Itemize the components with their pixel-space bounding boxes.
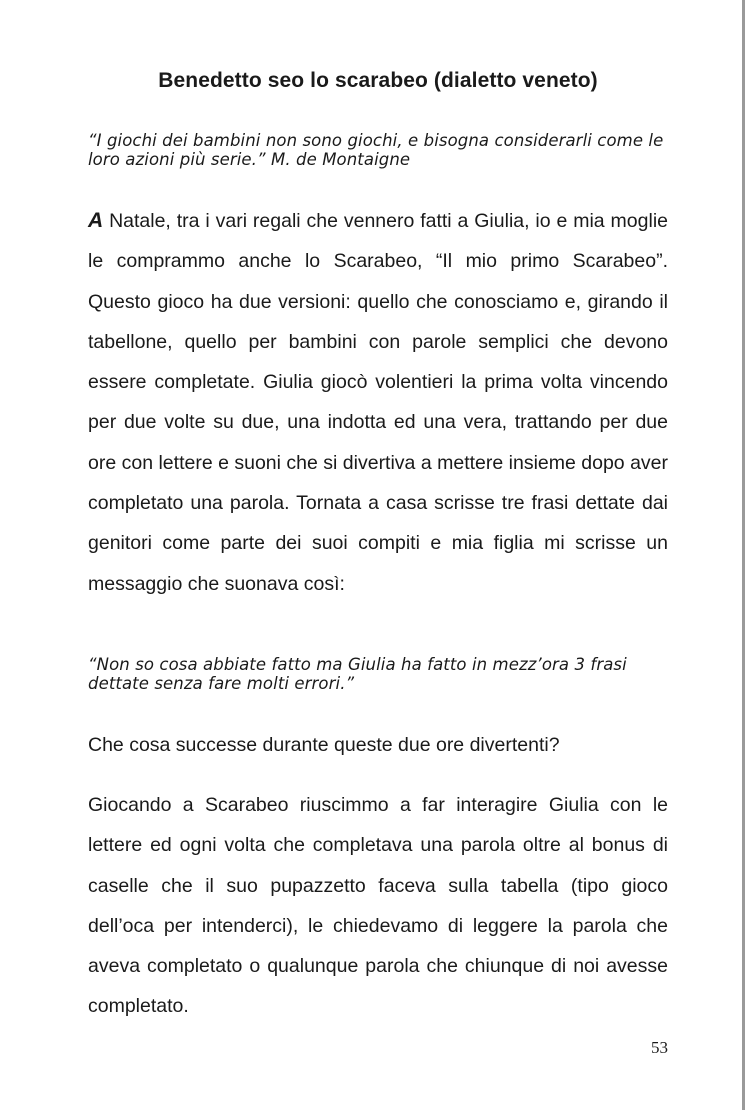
body-paragraph-1 [88,201,668,604]
drop-cap: A [88,209,104,232]
epigraph-quote: “I giochi dei bambini non sono giochi, e bisogna considerarli come le loro azioni più serie.” M. de Montaigne [88,131,664,169]
body-paragraph-1-text: Natale, tra i vari regali che vennero fatti a Giulia, io e mia moglie le comprammo anche lo Scarabeo, “Il mio primo Scarabeo”. Questo gioco ha due versioni: quello che conosciamo e, girando il tabellone, quello per bambini con parole semplici che devono essere completate. Giulia giocò volentieri la prima volta vincendo per due volte su due, una indotta ed una vera, trattando per due ore con lettere e suoni che si divertiva a mettere insieme dopo aver completato una parola. Tornata a casa scrisse tre frasi dettate dai genitori come parte dei suoi compiti e mia figlia mi scrisse un messaggio che suonava così: [88,210,668,595]
question-paragraph: Che cosa successe durante queste due ore divertenti? [88,734,560,756]
body-paragraph-3: Giocando a Scarabeo riuscimmo a far interagire Giulia con le lettere ed ogni volta che completava una parola oltre al bonus di caselle che il suo pupazzetto faceva sulla tabella (tipo gioco dell’oca per intenderci), le chiedevamo di leggere la parola che aveva completato o qualunque parola che chiunque di noi avesse completato. [88,794,668,1018]
page-number: 53 [651,1038,668,1057]
chapter-title: Benedetto seo lo scarabeo (dialetto veneto) [158,69,598,92]
message-quote: “Non so cosa abbiate fatto ma Giulia ha fatto in mezz’ora 3 frasi dettate senza fare molti errori.” [88,655,627,693]
